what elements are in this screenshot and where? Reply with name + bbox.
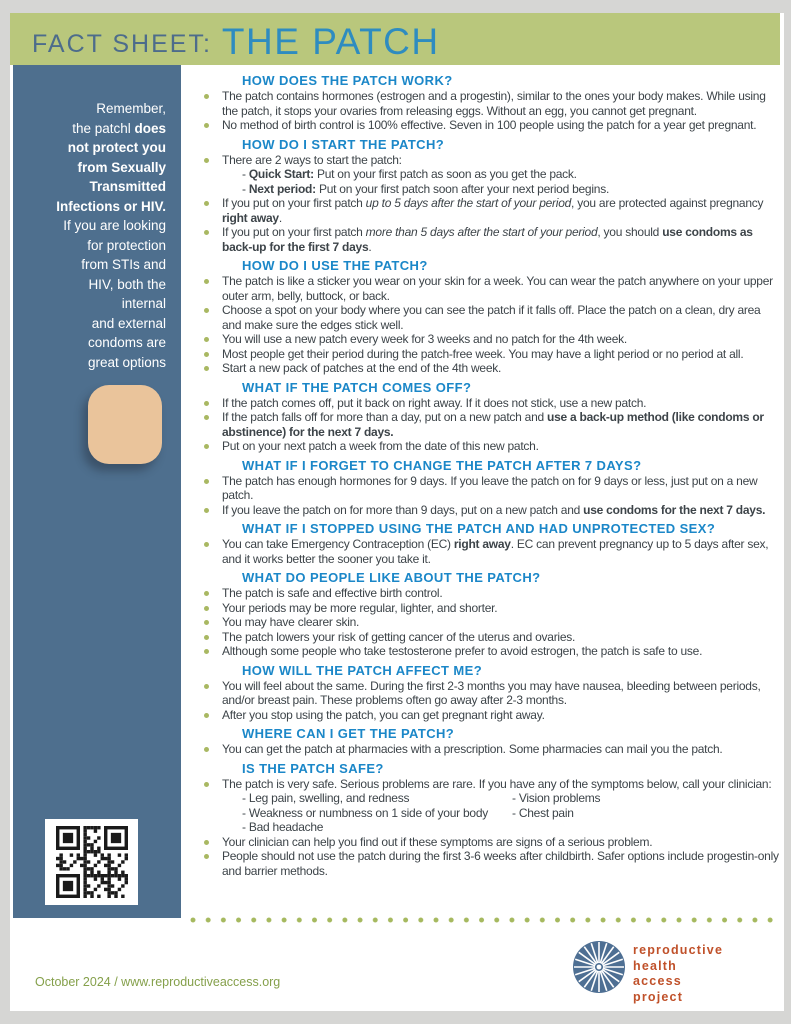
note-line: condoms are xyxy=(87,335,166,350)
bullet-dot xyxy=(204,591,209,596)
bullet-item: No method of birth control is 100% effective. Seven in 100 people using the patch for a year get pregnant. xyxy=(202,118,780,133)
note-line: from Sexually xyxy=(77,159,166,175)
sub-item: - Leg pain, swelling, and redness xyxy=(242,791,410,805)
logo-word: access xyxy=(633,974,682,988)
bullet-item: If the patch comes off, put it back on right away. If it does not stick, use a new patch. xyxy=(202,396,780,411)
section xyxy=(202,521,780,566)
dotted-divider xyxy=(190,917,782,923)
note-line: the patchl does xyxy=(72,120,166,136)
section xyxy=(202,726,780,757)
bullet-list xyxy=(202,679,780,723)
section xyxy=(202,570,780,659)
note-line: and external xyxy=(91,315,166,331)
note-line: internal xyxy=(121,296,166,311)
section xyxy=(202,458,780,518)
symptom-column xyxy=(512,791,600,835)
bullet-item: You will feel about the same. During the first 2-3 months you may have nausea, bleeding between periods, and/or breast pain. These problems often go away after 2-3 months. xyxy=(202,679,780,708)
bullet-item: Choose a spot on your body where you can see the patch if it falls off. Place the patch on a clean, dry area and make sure the edges stick well. xyxy=(202,303,780,332)
bullet-item: The patch is very safe. Serious problems are rare. If you have any of the symptoms below, call your clinician: - Leg pain, swelling, and redness - Weakness or numbness on 1 side of your body - Bad headache - Vision problems - Chest pain xyxy=(202,777,780,835)
bullet-item: Most people get their period during the patch-free week. You may have a light period or no period at all. xyxy=(202,347,780,362)
note-line: Remember, xyxy=(96,101,166,116)
sub-item: - Next period: Put on your first patch soon after your next period begins. xyxy=(242,181,610,196)
bullet-dot xyxy=(204,508,209,513)
bullet-dot xyxy=(204,620,209,625)
bullet-dot xyxy=(204,854,209,859)
bullet-item: If you put on your first patch more than 5 days after the start of your period, you should use condoms as back-up for the first 7 days. xyxy=(202,225,780,254)
bullet-dot xyxy=(204,840,209,845)
bullet-dot xyxy=(204,684,209,689)
bullet-dot xyxy=(204,415,209,420)
bullet-dot xyxy=(204,713,209,718)
bullet-dot xyxy=(204,401,209,406)
page-title: THE PATCH xyxy=(221,21,440,62)
symptom-column xyxy=(242,791,512,835)
org-logo-text xyxy=(633,943,723,1005)
bullet-dot xyxy=(204,123,209,128)
note-line: not protect you xyxy=(67,140,166,155)
bullet-item: If you leave the patch on for more than 9 days, put on a new patch and use condoms for the next 7 days. xyxy=(202,503,780,518)
sub-item: - Weakness or numbness on 1 side of your body xyxy=(242,805,488,820)
section xyxy=(202,761,780,879)
bullet-dot xyxy=(204,201,209,206)
bullet-item: Your periods may be more regular, lighter, and shorter. xyxy=(202,601,780,616)
bullet-dot xyxy=(204,366,209,371)
bullet-item: If you put on your first patch up to 5 days after the start of your period, you are protected against pregnancy right away. xyxy=(202,196,780,225)
bullet-item: The patch is like a sticker you wear on your skin for a week. You can wear the patch anywhere on your upper outer arm, belly, buttock, or back. xyxy=(202,274,780,303)
bullet-item: Although some people who take testosterone prefer to avoid estrogen, the patch is safe to use. xyxy=(202,644,780,659)
footer-date: October 2024 / www.reproductiveaccess.org xyxy=(35,975,281,989)
sti-warning-note xyxy=(13,99,181,372)
section-heading: WHAT IF THE PATCH COMES OFF? xyxy=(242,379,472,395)
logo-word: reproductive xyxy=(633,943,724,957)
bullet-item: The patch lowers your risk of getting cancer of the uterus and ovaries. xyxy=(202,630,780,645)
bullet-dot xyxy=(204,158,209,163)
bullet-dot xyxy=(204,230,209,235)
sub-item: - Chest pain xyxy=(512,805,574,820)
bullet-item: Put on your next patch a week from the date of this new patch. xyxy=(202,439,780,454)
bullet-item: If the patch falls off for more than a day, put on a new patch and use a back-up method (like condoms or abstinence) for the next 7 days. xyxy=(202,410,780,439)
bullet-dot xyxy=(204,337,209,342)
bullet-dot xyxy=(204,635,209,640)
bullet-dot xyxy=(204,444,209,449)
section xyxy=(202,137,780,255)
bullet-list xyxy=(202,586,780,659)
bullet-item: After you stop using the patch, you can get pregnant right away. xyxy=(202,708,780,723)
logo-word: health xyxy=(633,958,678,973)
section xyxy=(202,258,780,376)
section-heading: WHAT IF I FORGET TO CHANGE THE PATCH AFTER 7 DAYS? xyxy=(242,457,642,473)
note-line: from STIs and xyxy=(81,257,166,272)
section xyxy=(202,663,780,723)
sub-item: - Bad headache xyxy=(242,820,324,834)
section-heading: WHAT IF I STOPPED USING THE PATCH AND HAD UNPROTECTED SEX? xyxy=(242,521,716,536)
bullet-item: The patch has enough hormones for 9 days. If you leave the patch on for 9 days or less, just put on a new patch. xyxy=(202,474,780,503)
note-line: HIV, both the xyxy=(88,276,166,292)
section-heading: WHAT DO PEOPLE LIKE ABOUT THE PATCH? xyxy=(242,570,541,585)
bullet-dot xyxy=(204,782,209,787)
sunburst-icon xyxy=(573,941,625,993)
note-line: great options xyxy=(87,354,166,370)
note-line: for protection xyxy=(87,237,166,253)
section-heading: HOW WILL THE PATCH AFFECT ME? xyxy=(242,662,483,678)
bullet-item: The patch contains hormones (estrogen and a progestin), similar to the ones your body makes. While using the patch, it stops your ovaries from releasing eggs. Without an egg, you cannot get pregnant. xyxy=(202,89,780,118)
section-heading: HOW DO I START THE PATCH? xyxy=(242,136,445,152)
note-line: Infections or HIV. xyxy=(56,198,166,214)
bullet-dot xyxy=(204,308,209,313)
bullet-item: You can take Emergency Contraception (EC) right away. EC can prevent pregnancy up to 5 days after sex, and it works better the sooner you take it. xyxy=(202,537,780,566)
section-heading: HOW DO I USE THE PATCH? xyxy=(242,258,428,273)
bullet-dot xyxy=(204,649,209,654)
bullet-list xyxy=(202,474,780,518)
bullet-item: There are 2 ways to start the patch: - Quick Start: Put on your first patch as soon as you get the pack. - Next period: Put on your first patch soon after your next period begins. xyxy=(202,153,780,197)
bullet-dot xyxy=(204,352,209,357)
bullet-list xyxy=(202,274,780,376)
bullet-list xyxy=(202,777,780,879)
bullet-list xyxy=(202,153,780,255)
bullet-item: People should not use the patch during the first 3-6 weeks after childbirth. Safer options include progestin-only and barrier methods. xyxy=(202,849,780,878)
section xyxy=(202,73,780,133)
qr-code xyxy=(45,819,138,905)
bullet-list xyxy=(202,89,780,133)
bullet-item: You may have clearer skin. xyxy=(202,615,780,630)
content xyxy=(202,69,780,917)
bullet-item: The patch is safe and effective birth control. xyxy=(202,586,780,601)
note-line: Transmitted xyxy=(89,179,166,194)
bullet-list xyxy=(202,742,780,757)
section-heading: HOW DOES THE PATCH WORK? xyxy=(242,73,453,88)
section xyxy=(202,380,780,454)
bullet-item: Start a new pack of patches at the end of the 4th week. xyxy=(202,361,780,376)
header-bar xyxy=(10,13,780,65)
bullet-item: Your clinician can help you find out if these symptoms are signs of a serious problem. xyxy=(202,835,780,850)
symptom-columns xyxy=(242,791,780,835)
logo-word: project xyxy=(633,989,684,1004)
sub-item: - Vision problems xyxy=(512,791,601,805)
fact-sheet-kicker: FACT SHEET: xyxy=(32,29,212,58)
bullet-list xyxy=(202,396,780,454)
section-heading: IS THE PATCH SAFE? xyxy=(242,760,384,776)
sub-item: - Quick Start: Put on your first patch as soon as you get the pack. xyxy=(242,167,577,181)
bullet-dot xyxy=(204,747,209,752)
bullet-dot xyxy=(204,94,209,99)
bullet-item: You will use a new patch every week for 3 weeks and no patch for the 4th week. xyxy=(202,332,780,347)
bullet-item: You can get the patch at pharmacies with a prescription. Some pharmacies can mail you the patch. xyxy=(202,742,780,757)
sidebar xyxy=(13,65,181,918)
fact-sheet-page xyxy=(10,13,784,1011)
bullet-dot xyxy=(204,479,209,484)
bullet-dot xyxy=(204,279,209,284)
note-line: If you are looking xyxy=(63,218,166,233)
org-logo xyxy=(573,941,723,1005)
qr-code-pattern xyxy=(56,826,128,898)
bullet-dot xyxy=(204,542,209,547)
bullet-dot xyxy=(204,606,209,611)
patch-illustration xyxy=(88,385,162,464)
bullet-list xyxy=(202,537,780,566)
section-heading: WHERE CAN I GET THE PATCH? xyxy=(242,726,455,741)
